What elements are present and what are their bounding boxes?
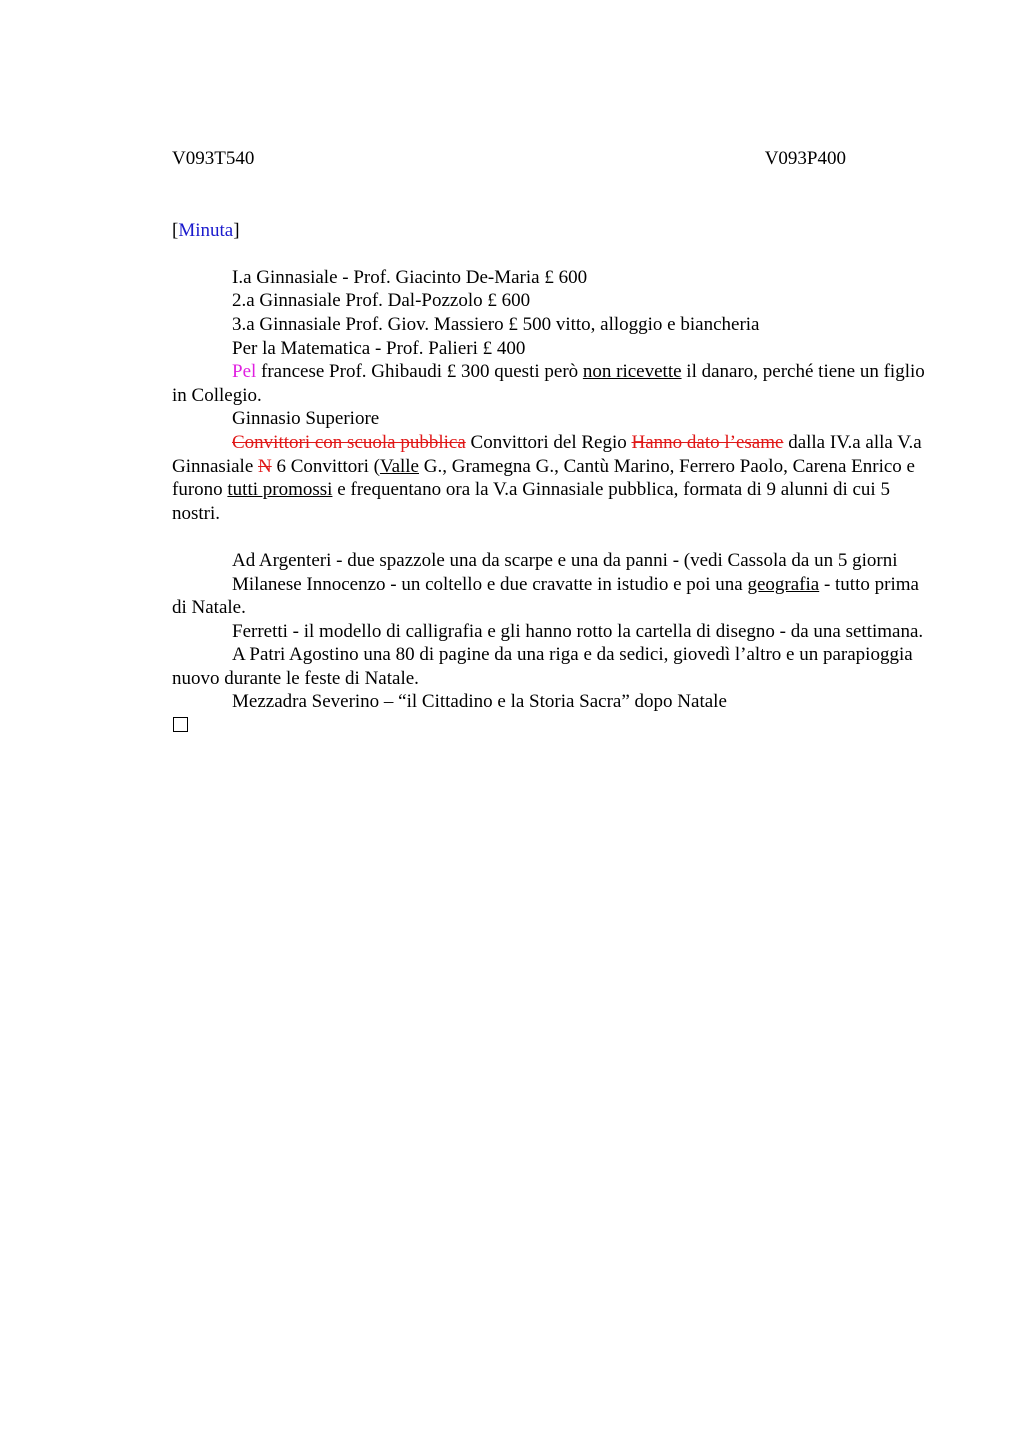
end-marker <box>172 714 928 738</box>
text-segment: G., Gramegna G., Cantù Marino, Ferrero Paolo, Carena Enrico e furono <box>172 455 915 501</box>
deleted-text: Hanno dato l’esame <box>631 431 784 453</box>
text-segment: il danaro, perché tiene un figlio in Collegio. <box>172 361 925 406</box>
paragraph-french <box>172 360 928 407</box>
paragraph-patri: A Patri Agostino una 80 di pagine da una riga e da sedici, giovedì l’altro e un parapioggia nuovo durante le feste di Natale. <box>172 644 913 689</box>
paragraph-gap <box>172 525 928 549</box>
minuta-label: Minuta <box>178 219 234 241</box>
text-segment: francese Prof. Ghibaudi £ 300 questi però <box>256 361 583 383</box>
box-icon <box>173 717 188 732</box>
line-second-class: 2.a Ginnasiale Prof. Dal-Pozzolo £ 600 <box>232 290 531 312</box>
underlined-text: non ricevette <box>582 361 682 383</box>
letter-code-left: V093T540 <box>172 148 255 169</box>
section-heading-ginnasio-superiore: Ginnasio Superiore <box>232 408 380 430</box>
line-mathematics: Per la Matematica - Prof. Palieri £ 400 <box>232 337 526 359</box>
paragraph-milanese <box>172 573 928 620</box>
line-first-class: I.a Ginnasiale - Prof. Giacinto De-Maria £ 600 <box>232 266 588 288</box>
deleted-text: N <box>258 455 272 477</box>
added-word: Pel <box>232 361 257 383</box>
line-third-class: 3.a Ginnasiale Prof. Giov. Massiero £ 500 vitto, alloggio e biancheria <box>232 313 760 335</box>
text-segment: dalla IV.a alla V.a Ginnasiale <box>172 431 922 477</box>
bracket-open: [ <box>172 219 179 241</box>
text-segment: 6 Convittori ( <box>271 455 380 477</box>
document-body <box>172 266 928 738</box>
paragraph-convittori <box>172 431 928 525</box>
text-segment: - tutto prima di Natale. <box>172 573 919 619</box>
underlined-text: tutti promossi <box>227 479 333 501</box>
document-header <box>172 147 846 171</box>
paragraph-mezzadra: Mezzadra Severino – “il Cittadino e la Storia Sacra” dopo Natale <box>232 691 727 713</box>
underlined-text: geografia <box>747 573 820 595</box>
paragraph-argenteri: Ad Argenteri - due spazzole una da scarpe e una da panni - (vedi Cassola da un 5 giorni <box>232 549 898 571</box>
text-segment: Convittori del Regio <box>465 431 632 453</box>
text-segment: e frequentano ora la V.a Ginnasiale pubblica, formata di 9 alunni di cui 5 nostri. <box>172 479 890 524</box>
minuta-note <box>172 219 928 243</box>
bracket-close: ] <box>233 219 240 241</box>
document-page <box>172 147 928 738</box>
underlined-text: Valle <box>379 455 419 477</box>
paragraph-ferretti: Ferretti - il modello di calligrafia e gli hanno rotto la cartella di disegno - da una settimana. <box>232 620 924 642</box>
deleted-text: Convittori con scuola pubblica <box>232 431 466 453</box>
text-segment: Milanese Innocenzo - un coltello e due cravatte in istudio e poi una <box>232 573 748 595</box>
letter-code-right: V093P400 <box>764 148 846 169</box>
